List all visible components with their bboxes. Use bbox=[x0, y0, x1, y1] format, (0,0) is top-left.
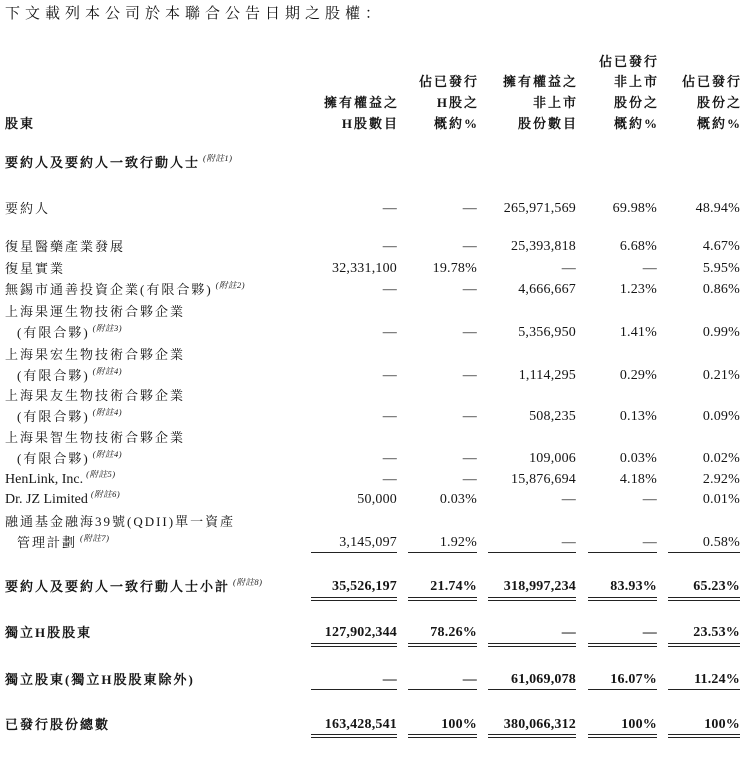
column-header-line: 非上市 bbox=[613, 74, 659, 89]
shareholder-name bbox=[5, 469, 116, 488]
h-shares-pct-cell: 78.26% bbox=[430, 625, 477, 640]
h-shares-cell: — bbox=[382, 472, 397, 487]
double-underline bbox=[311, 597, 397, 601]
unlisted-pct-cell: — bbox=[642, 625, 657, 640]
total-pct-cell: 0.02% bbox=[702, 451, 740, 466]
h-shares-pct-cell: — bbox=[462, 409, 477, 424]
total-pct-cell: 0.58% bbox=[702, 535, 740, 550]
total-pct-cell: 0.01% bbox=[702, 492, 740, 507]
shareholder-name: 獨立股東(獨立H股股東除外) bbox=[5, 672, 195, 687]
double-underline bbox=[588, 734, 657, 738]
unlisted-pct-cell: 83.93% bbox=[610, 579, 657, 594]
shareholder-name: 復星實業 bbox=[5, 261, 66, 276]
unlisted-pct-cell: 0.03% bbox=[619, 451, 657, 466]
h-shares-pct-cell: — bbox=[462, 472, 477, 487]
unlisted-pct-cell: — bbox=[642, 261, 657, 276]
footnote-marker: (附註4) bbox=[92, 407, 123, 417]
shareholder-name-continued bbox=[17, 368, 122, 385]
unlisted-pct-cell: — bbox=[642, 535, 657, 550]
double-underline bbox=[488, 734, 576, 738]
double-underline bbox=[668, 643, 740, 647]
total-pct-cell: 5.95% bbox=[702, 261, 740, 276]
h-shares-cell: 3,145,097 bbox=[339, 535, 397, 550]
double-underline bbox=[588, 643, 657, 647]
unlisted-pct-cell: 69.98% bbox=[612, 201, 657, 216]
column-header-line: 佔已發行 bbox=[418, 74, 479, 89]
shareholder-name: 要約人 bbox=[5, 201, 51, 216]
h-shares-cell: — bbox=[382, 368, 397, 383]
unlisted-shares-cell: 4,666,667 bbox=[518, 282, 576, 297]
underline bbox=[311, 689, 397, 690]
column-header-line: 概約% bbox=[696, 116, 742, 131]
table-row bbox=[0, 347, 744, 387]
h-shares-cell: 50,000 bbox=[357, 492, 397, 507]
shareholder-name-text: 管理計劃 bbox=[17, 535, 78, 550]
h-shares-cell: — bbox=[382, 325, 397, 340]
shareholder-name-text: HenLink, Inc. bbox=[5, 472, 84, 487]
total-pct-cell: 0.21% bbox=[702, 368, 740, 383]
unlisted-pct-cell: 100% bbox=[621, 717, 657, 732]
double-underline bbox=[668, 597, 740, 601]
footnote-marker: (附註3) bbox=[92, 323, 123, 333]
h-shares-pct-cell: 21.74% bbox=[430, 579, 477, 594]
unlisted-pct-cell: 16.07% bbox=[610, 672, 657, 687]
shareholder-name: 獨立H股股東 bbox=[5, 625, 93, 640]
column-header-line: 佔已發行 bbox=[681, 74, 742, 89]
unlisted-shares-cell: 109,006 bbox=[529, 451, 576, 466]
total-pct-cell: 23.53% bbox=[693, 625, 740, 640]
column-header-line: 擁有權益之 bbox=[323, 95, 399, 110]
underline bbox=[488, 552, 576, 553]
underline bbox=[408, 552, 477, 553]
h-shares-cell: 163,428,541 bbox=[324, 717, 397, 732]
h-shares-pct-cell: 0.03% bbox=[439, 492, 477, 507]
shareholder-name: 上海果智生物技術合夥企業 bbox=[5, 430, 186, 445]
h-shares-pct-cell: 1.92% bbox=[439, 535, 477, 550]
shareholder-name-continued bbox=[17, 451, 122, 468]
independent-shareholders-row bbox=[0, 672, 744, 712]
shareholder-name: 融通基金融海39號(QDII)單一資產 bbox=[5, 514, 236, 529]
unlisted-shares-cell: 5,356,950 bbox=[518, 325, 576, 340]
shareholder-name-text: (有限合夥) bbox=[17, 368, 90, 383]
h-shares-cell: 35,526,197 bbox=[332, 579, 397, 594]
column-header-line: 股份之 bbox=[696, 95, 742, 110]
shareholder-name-text: (有限合夥) bbox=[17, 451, 90, 466]
unlisted-pct-cell: — bbox=[642, 492, 657, 507]
shareholder-name-continued bbox=[17, 409, 122, 426]
column-header-shareholder: 股東 bbox=[5, 116, 36, 131]
footnote-marker: (附註2) bbox=[215, 280, 246, 290]
h-shares-pct-cell: — bbox=[462, 368, 477, 383]
total-pct-cell: 0.09% bbox=[702, 409, 740, 424]
h-shares-pct-cell: — bbox=[462, 239, 477, 254]
total-pct-cell: 65.23% bbox=[693, 579, 740, 594]
h-shares-cell: — bbox=[382, 409, 397, 424]
underline bbox=[668, 552, 740, 553]
underline bbox=[311, 552, 397, 553]
shareholder-name-text: Dr. JZ Limited bbox=[5, 492, 88, 507]
shareholder-name-continued bbox=[17, 535, 109, 552]
shareholder-name-text: 無錫市通善投資企業(有限合夥) bbox=[5, 282, 213, 297]
h-shares-pct-cell: — bbox=[462, 201, 477, 216]
h-shares-pct-cell: — bbox=[462, 672, 477, 687]
unlisted-shares-cell: — bbox=[561, 625, 576, 640]
column-header-line: 股份之 bbox=[613, 95, 659, 110]
h-shares-pct-cell: — bbox=[462, 325, 477, 340]
column-header-line: 概約% bbox=[433, 116, 479, 131]
underline bbox=[588, 689, 657, 690]
section-heading bbox=[5, 155, 232, 172]
shareholder-name-text: 要約人及要約人一致行動人士小計 bbox=[5, 579, 231, 594]
shareholder-name: 復星醫藥產業發展 bbox=[5, 239, 126, 254]
footnote-marker: (附註6) bbox=[90, 489, 121, 499]
double-underline bbox=[311, 734, 397, 738]
footnote-marker: (附註5) bbox=[86, 469, 116, 479]
h-shares-cell: — bbox=[382, 239, 397, 254]
footnote-marker: (附註1) bbox=[203, 153, 233, 163]
shareholder-name: 上海果友生物技術合夥企業 bbox=[5, 388, 186, 403]
h-shares-cell: — bbox=[382, 282, 397, 297]
footnote-marker: (附註4) bbox=[92, 366, 123, 376]
total-pct-cell: 2.92% bbox=[702, 472, 740, 487]
unlisted-pct-cell: 0.13% bbox=[619, 409, 657, 424]
h-shares-cell: — bbox=[382, 451, 397, 466]
column-header-line: 股份數目 bbox=[517, 116, 578, 131]
unlisted-shares-cell: 318,997,234 bbox=[503, 579, 576, 594]
h-shares-pct-cell: — bbox=[462, 451, 477, 466]
column-header-line: 擁有權益之 bbox=[502, 74, 578, 89]
column-header-line: 非上市 bbox=[532, 95, 578, 110]
underline bbox=[408, 689, 477, 690]
unlisted-shares-cell: 265,971,569 bbox=[503, 201, 576, 216]
h-shares-cell: — bbox=[382, 201, 397, 216]
h-shares-cell: — bbox=[382, 672, 397, 687]
h-shares-cell: 127,902,344 bbox=[324, 625, 397, 640]
double-underline bbox=[668, 734, 740, 738]
shareholder-name-continued bbox=[17, 325, 122, 342]
unlisted-pct-cell: 4.18% bbox=[619, 472, 657, 487]
shareholder-name-text: (有限合夥) bbox=[17, 325, 90, 340]
h-shares-pct-cell: — bbox=[462, 282, 477, 297]
unlisted-shares-cell: 508,235 bbox=[529, 409, 576, 424]
unlisted-shares-cell: 61,069,078 bbox=[511, 672, 576, 687]
unlisted-pct-cell: 6.68% bbox=[619, 239, 657, 254]
h-shares-pct-cell: 19.78% bbox=[432, 261, 477, 276]
total-pct-cell: 4.67% bbox=[702, 239, 740, 254]
shareholder-name-text: (有限合夥) bbox=[17, 409, 90, 424]
double-underline bbox=[408, 643, 477, 647]
footnote-marker: (附註4) bbox=[92, 449, 123, 459]
table-row bbox=[0, 514, 744, 554]
underline bbox=[488, 689, 576, 690]
total-pct-cell: 0.86% bbox=[702, 282, 740, 297]
shareholder-name: 上海果運生物技術合夥企業 bbox=[5, 304, 186, 319]
shareholder-name: 已發行股份總數 bbox=[5, 717, 111, 732]
column-header-line: 概約% bbox=[613, 116, 659, 131]
footnote-marker: (附註7) bbox=[80, 533, 110, 543]
intro-text: 下文載列本公司於本聯合公告日期之股權： bbox=[5, 6, 386, 22]
column-header-line: H股數目 bbox=[341, 116, 399, 131]
unlisted-shares-cell: — bbox=[561, 535, 576, 550]
unlisted-shares-cell: 1,114,295 bbox=[518, 368, 576, 383]
total-pct-cell: 48.94% bbox=[695, 201, 740, 216]
unlisted-pct-cell: 1.41% bbox=[619, 325, 657, 340]
table-row bbox=[0, 388, 744, 428]
shareholder-name: 上海果宏生物技術合夥企業 bbox=[5, 347, 186, 362]
unlisted-shares-cell: — bbox=[561, 492, 576, 507]
unlisted-pct-cell: 0.29% bbox=[619, 368, 657, 383]
unlisted-shares-cell: 15,876,694 bbox=[511, 472, 576, 487]
unlisted-pct-cell: 1.23% bbox=[619, 282, 657, 297]
underline bbox=[668, 689, 740, 690]
unlisted-shares-cell: 380,066,312 bbox=[503, 717, 576, 732]
double-underline bbox=[588, 597, 657, 601]
section-heading-text: 要約人及要約人一致行動人士 bbox=[5, 155, 201, 170]
footnote-marker: (附註8) bbox=[233, 577, 263, 587]
total-pct-cell: 11.24% bbox=[694, 672, 740, 687]
shareholder-name bbox=[5, 489, 121, 508]
total-pct-cell: 0.99% bbox=[702, 325, 740, 340]
column-header-line: 佔已發行 bbox=[598, 54, 659, 69]
double-underline bbox=[488, 597, 576, 601]
h-shares-pct-cell: 100% bbox=[441, 717, 477, 732]
unlisted-shares-cell: — bbox=[561, 261, 576, 276]
column-header-line: H股之 bbox=[436, 95, 479, 110]
total-pct-cell: 100% bbox=[704, 717, 740, 732]
shareholder-name bbox=[5, 282, 245, 299]
table-row bbox=[0, 201, 744, 241]
unlisted-shares-cell: 25,393,818 bbox=[511, 239, 576, 254]
double-underline bbox=[488, 643, 576, 647]
double-underline bbox=[408, 597, 477, 601]
double-underline bbox=[408, 734, 477, 738]
h-shares-cell: 32,331,100 bbox=[332, 261, 397, 276]
underline bbox=[588, 552, 657, 553]
shareholder-name bbox=[5, 579, 262, 596]
double-underline bbox=[311, 643, 397, 647]
table-row bbox=[0, 430, 744, 470]
table-row bbox=[0, 304, 744, 344]
